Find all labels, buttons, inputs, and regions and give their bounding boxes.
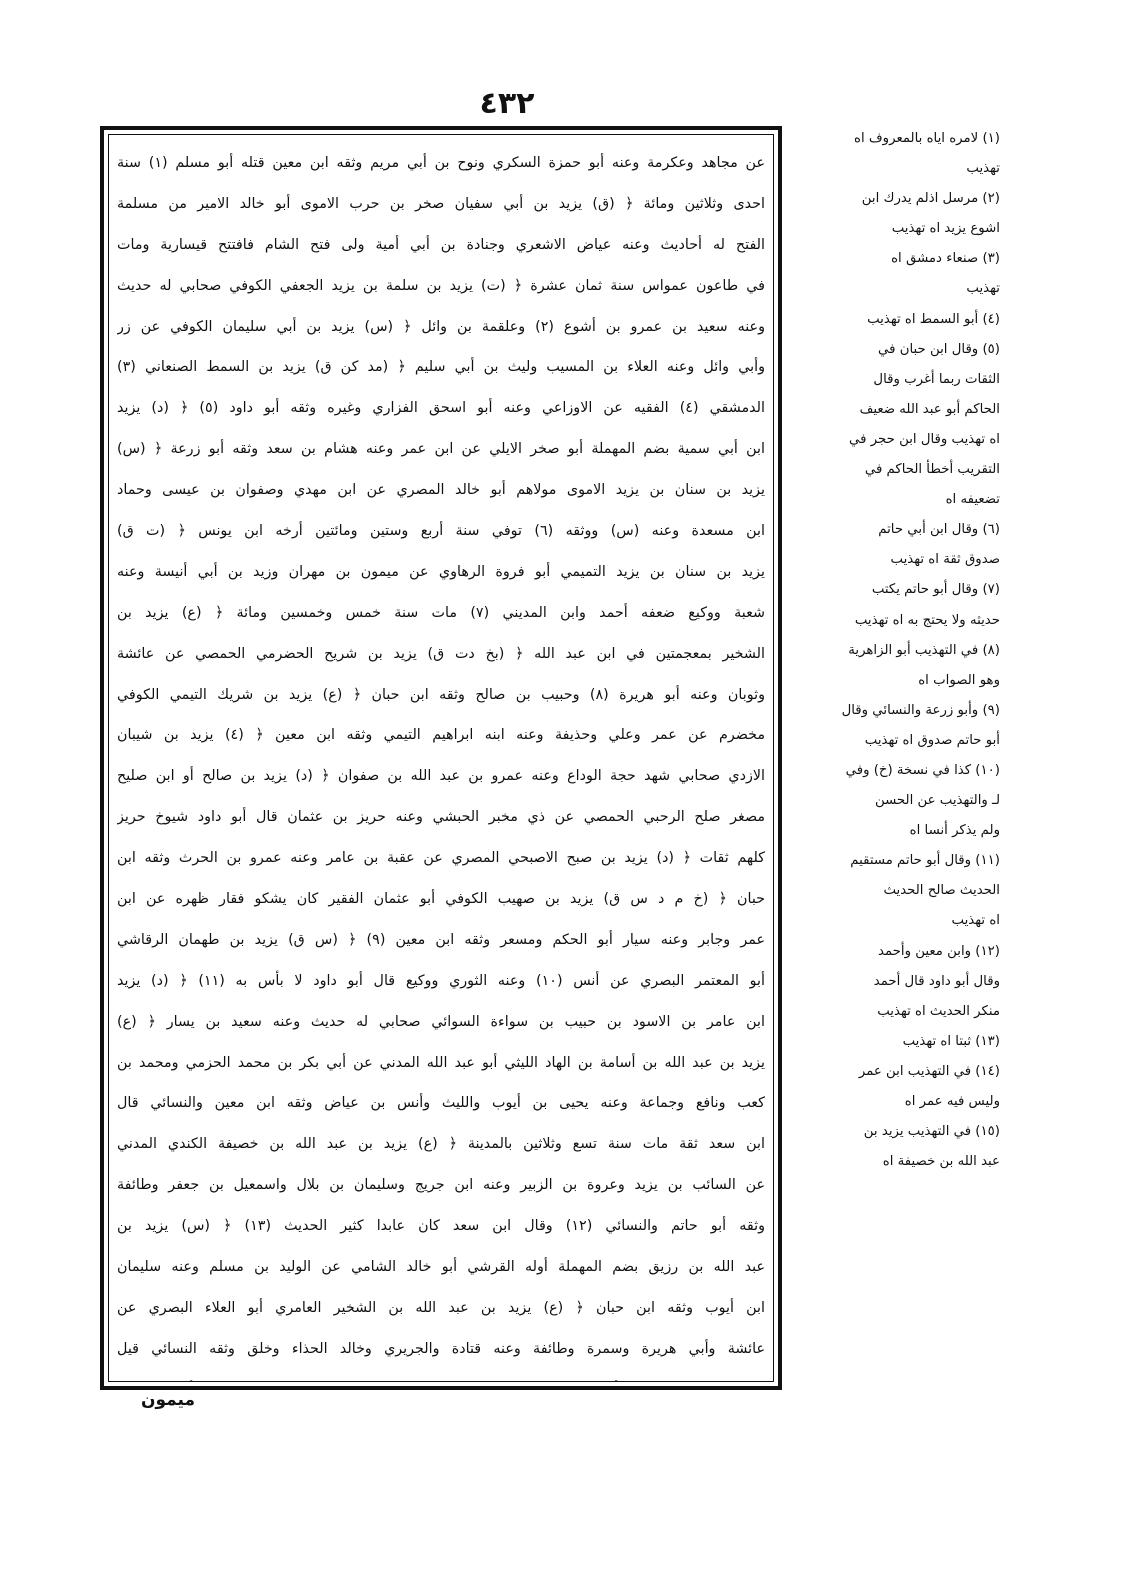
- footnote-line: (١٥) في التهذيب يزيد بن: [863, 1124, 1000, 1140]
- footnote-line: (٨) في التهذيب أبو الزاهرية: [848, 642, 1000, 658]
- main-text-line: في طاعون عمواس سنة ثمان عشرة ﴿ (ت) يزيد بن سلمة بن يزيد الجعفي الكوفي صحابي له حديث: [117, 277, 765, 294]
- footnote-line: تضعيفه اه: [945, 492, 1000, 508]
- footnote-line: (٣) صنعاء دمشق اه: [891, 251, 1000, 267]
- main-text-line: وثوبان وعنه أبو هريرة (٨) وحبيب بن صالح وثقه ابن حبان ﴿ (ع) يزيد بن شريك التيمي الكوفي: [117, 686, 765, 703]
- footnote-line: الحديث صالح الحديث: [883, 883, 1000, 899]
- footnote-line: (١٠) كذا في نسخة (خ) وفي: [845, 762, 1000, 778]
- main-text-line: ابن سعد ثقة مات سنة تسع وثلاثين بالمدينة ﴿ (ع) يزيد بن عبد الله بن خصيفة الكندي المدني: [117, 1136, 765, 1153]
- main-text-line: شعبة ووكيع ضعفه أحمد وابن المديني (٧) مات سنة خمس وخمسين ومائة ﴿ (ع) يزيد بن: [117, 604, 765, 621]
- footnote-line: وليس فيه عمر اه: [904, 1094, 1000, 1109]
- footnote-line: (١١) وقال أبو حاتم مستقيم: [850, 853, 1000, 869]
- main-text-line: يزيد بن سنان بن يزيد الاموى مولاهم أبو خالد المصري عن ابن مهدي وصفوان بن عيسى وحماد: [117, 482, 765, 499]
- catchword: ميمون: [140, 1390, 196, 1410]
- footnote-line: (٧) وقال أبو حاتم يكتب: [871, 582, 1000, 598]
- main-text-line: يزيد بن سنان بن يزيد التميمي أبو فروة الرهاوي عن ميمون بن مهران وزيد بن أبي أنيسة وعنه: [117, 563, 765, 580]
- footnote-line: التقريب أخطأ الحاكم في: [864, 462, 1000, 478]
- main-text-line: عن مجاهد وعكرمة وعنه أبو حمزة السكري ونوح بن أبي مريم وثقه ابن معين قتله أبو مسلم (١) سنة: [117, 155, 765, 171]
- footnote-line: الحاكم أبو عبد الله ضعيف: [859, 401, 1000, 417]
- main-text-line: وعنه سعيد بن عمرو بن أشوع (٢) وعلقمة بن وائل ﴿ (س) يزيد بن أبي سليمان الكوفي عن زر: [117, 318, 765, 335]
- main-text-line: عبد الله بن رزيق بضم المهملة أوله القرشي أبو خالد الشامي عن الوليد بن مسلم وعنه سليمان: [117, 1259, 765, 1276]
- main-text-line: عن السائب بن يزيد وعروة بن الزبير وعنه ابن جريج وسليمان بن بلال واسمعيل بن جعفر وطائفة: [117, 1177, 765, 1194]
- footnote-line: (٥) وقال ابن حبان في: [878, 341, 1000, 357]
- main-text-line: ابن أبي سمية بضم المهملة أبو صخر الايلي عن ابن عمر وعنه هشام بن سعد وثقه أبو زرعة ﴿ (س): [117, 441, 765, 458]
- footnote-line: اه تهذيب: [951, 913, 1000, 929]
- main-text-line: ابن أيوب وثقه ابن حبان ﴿ (ع) يزيد بن عبد الله بن الشخير العامري أبو العلاء البصري عن: [117, 1299, 765, 1316]
- footnote-line: (٩) وأبو زرعة والنسائي وقال: [841, 702, 1000, 718]
- footnote-line: (١٣) ثبتا اه تهذيب: [902, 1033, 1000, 1049]
- footnote-line: (١) لامره اياه بالمعروف اه: [854, 131, 1000, 146]
- footnote-line: اه تهذيب وقال ابن حجر في: [849, 431, 1000, 447]
- footnote-line: اشوع يزيد اه تهذيب: [891, 221, 1000, 237]
- footnotes-column: [786, 124, 1000, 1177]
- footnote-line: (٤) أبو السمط اه تهذيب: [867, 311, 1000, 327]
- main-text-line: حبان ﴿ (خ م د س ق) يزيد بن صهيب الكوفي أبو عثمان الفقير كان يشكو فقار ظهره عن ابن: [117, 891, 765, 908]
- page-number: ٤٣٢: [479, 86, 535, 121]
- footnote-line: تهذيب: [966, 281, 1000, 297]
- main-text-frame: [100, 126, 782, 1390]
- footnote-line: وقال أبو داود قال أحمد: [873, 973, 1000, 989]
- main-text-line: ابن عامر بن الاسود بن حبيب بن سواءة السوائي صحابي له حديث وعنه سعيد بن يسار ﴿ (ع): [117, 1013, 765, 1030]
- main-text-line: كعب ونافع وجماعة وعنه يحيى بن أيوب والليث وأنس بن عياض وثقه ابن معين والنسائي قال: [117, 1095, 765, 1112]
- footnote-line: (١٢) وابن معين وأحمد: [878, 943, 1000, 959]
- main-text-line: أبو المعتمر البصري عن أنس (١٠) وعنه الثوري ووكيع قال أبو داود لا بأس به (١١) ﴿ (د) يزيد: [117, 972, 765, 989]
- footnote-line: ولم يذكر أنسا اه: [909, 823, 1000, 839]
- footnote-line: أبو حاتم صدوق اه تهذيب: [864, 732, 1000, 748]
- main-text-line: عمر وجابر وعنه سيار أبو الحكم ومسعر وثقه ابن معين (٩) ﴿ (س ق) يزيد بن طهمان الرقاشي: [117, 931, 765, 948]
- main-text-line: الازدي صحابي شهد حجة الوداع وعنه عمرو بن عبد الله بن صفوان ﴿ (د) يزيد بن صالح أو ابن صليح: [117, 768, 765, 785]
- footnote-line: صدوق ثقة اه تهذيب: [890, 552, 1000, 568]
- main-text-line: الفتح له أحاديث وعنه عياض الاشعري وجنادة بن أبي أمية ولى فتح الشام فافتتح قيسارية ومات: [117, 236, 765, 253]
- main-text-line: ابن مسعدة وعنه (س) ووثقه (٦) توفي سنة أربع وستين ومائتين أرخه ابن يونس ﴿ (ت ق): [117, 523, 765, 540]
- main-text-line: الدمشقي (٤) الفقيه عن الاوزاعي وعنه أبو اسحق الفزاري وغيره وثقه أبو داود (٥) ﴿ (د) يزيد: [117, 400, 765, 417]
- footnote-line: (٢) مرسل اذلم يدرك ابن: [861, 191, 1000, 207]
- main-text-line: يزيد بن عبد الله بن أسامة بن الهاد الليثي أبو عبد الله المدني عن أبي بكر بن محمد الحزمي ومحمد بن: [117, 1054, 765, 1071]
- footnote-line: وهو الصواب اه: [918, 672, 1000, 688]
- footnote-line: تهذيب: [966, 161, 1000, 177]
- main-text-line: وثقه أبو حاتم والنسائي (١٢) وقال ابن سعد كان عابدا كثير الحديث (١٣) ﴿ (س) يزيد بن: [117, 1218, 765, 1235]
- footnote-line: عبد الله بن خصيفة اه: [882, 1154, 1000, 1170]
- footnote-line: (١٤) في التهذيب ابن عمر: [858, 1063, 1000, 1079]
- footnote-line: حديثه ولا يحتج به اه تهذيب: [854, 612, 1000, 628]
- main-text-line: [117, 1370, 765, 1382]
- footnote-line: منكر الحديث اه تهذيب: [877, 1003, 1000, 1019]
- footnote-line: (٦) وقال ابن أبي حاتم: [878, 522, 1000, 538]
- main-text-line: وأبي وائل وعنه العلاء بن المسيب وليث بن أبي سليم ﴿ (مد كن ق) يزيد بن السمط الصنعاني (٣): [117, 359, 765, 376]
- main-text-body: [108, 134, 774, 1382]
- main-text-line: مصغر صلح الرحبي الحمصي عن ذي مخبر الحبشي وعنه حريز بن عثمان قال أبو داود شيوخ حريز: [117, 809, 765, 826]
- main-text-line: كلهم ثقات ﴿ (د) يزيد بن صبح الاصبحي المصري عن عقبة بن عامر وعنه عمرو بن الحرث وثقه ابن: [117, 850, 765, 867]
- footnote-line: الثقات ربما أغرب وقال: [873, 371, 1000, 387]
- main-text-line: الشخير بمعجمتين في ابن عبد الله ﴿ (بخ دت ق) يزيد بن شريح الحضرمي الحمصي عن عائشة: [117, 645, 765, 662]
- main-text-line: احدى وثلاثين ومائة ﴿ (ق) يزيد بن أبي سفيان صخر بن حرب الاموى أبو خالد الامير من مسلمة: [117, 195, 765, 212]
- main-text-line: مخضرم عن عمر وعلي وحذيفة وعنه ابنه ابراهيم التيمي وثقه ابن معين ﴿ (٤) يزيد بن شيبان: [117, 727, 765, 744]
- footnote-line: لـ والتهذيب عن الحسن: [874, 793, 1000, 809]
- main-text-line: عائشة وأبي هريرة وسمرة وطائفة وعنه قتادة والجريري وخالد الحذاء وخلق وثقه النسائي قيل: [117, 1340, 765, 1357]
